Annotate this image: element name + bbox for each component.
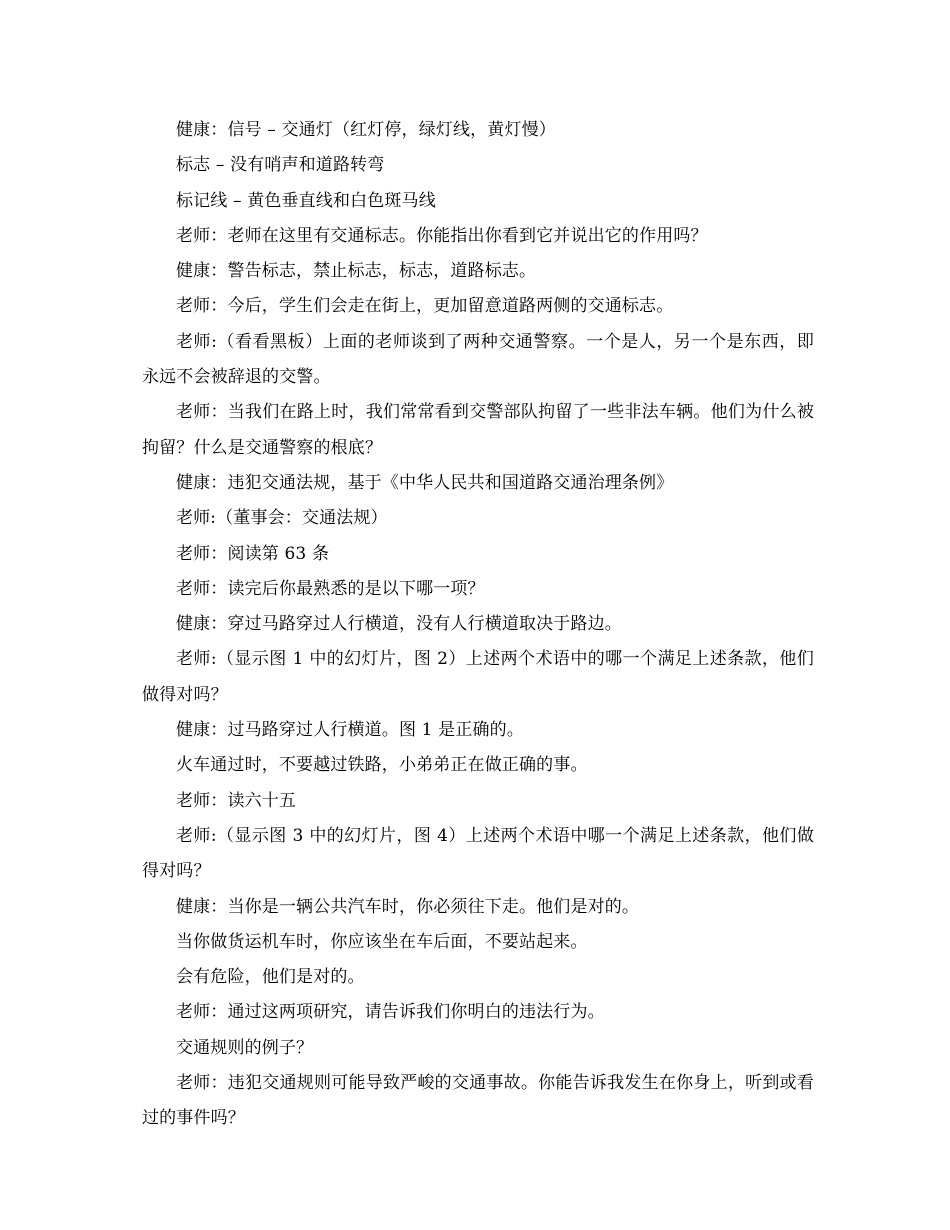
paragraph: 老师:（显示图 1 中的幻灯片，图 2）上述两个术语中的哪一个满足上述条款，他们做得对吗？ (142, 649, 814, 705)
paragraph: 交通规则的例子？ (176, 1037, 314, 1058)
paragraph: 健康：违犯交通法规，基于《中华人民共和国道路交通治理条例》 (176, 472, 674, 493)
paragraph: 会有危险，他们是对的。 (176, 967, 365, 988)
paragraph: 当你做货运机车时，你应该坐在车后面，不要站起来。 (176, 931, 588, 952)
paragraph: 老师：阅读第 63 条 (176, 543, 330, 564)
paragraph: 老师：当我们在路上时，我们常常看到交警部队拘留了一些非法车辆。他们为什么被拘留？什么是交通警察的根底？ (142, 402, 814, 458)
paragraph: 老师：老师在这里有交通标志。你能指出你看到它并说出它的作用吗？ (176, 225, 708, 246)
paragraph: 老师:（看看黑板）上面的老师谈到了两种交通警察。一个是人，另一个是东西，即永远不会被辞退的交警。 (142, 331, 814, 388)
paragraph: 老师：违犯交通规则可能导致严峻的交通事故。你能告诉我发生在你身上，听到或看过的事件吗？ (142, 1073, 814, 1129)
paragraph: 老师:（显示图 3 中的幻灯片，图 4）上述两个术语中哪一个满足上述条款，他们做得对吗？ (142, 825, 814, 882)
paragraph: 健康：当你是一辆公共汽车时，你必须往下走。他们是对的。 (176, 896, 640, 917)
paragraph: 健康：警告标志，禁止标志，标志，道路标志。 (176, 261, 537, 282)
paragraph: 老师:（董事会：交通法规） (176, 508, 388, 529)
paragraph: 火车通过时，不要越过铁路，小弟弟正在做正确的事。 (176, 755, 588, 776)
paragraph: 标记线 – 黄色垂直线和白色斑马线 (176, 190, 436, 211)
paragraph: 健康：过马路穿过人行横道。图 1 是正确的。 (176, 720, 524, 741)
paragraph: 标志 – 没有哨声和道路转弯 (176, 155, 385, 176)
paragraph: 老师：通过这两项研究，请告诉我们你明白的违法行为。 (176, 1002, 605, 1023)
paragraph: 老师：今后，学生们会走在街上，更加留意道路两侧的交通标志。 (176, 296, 674, 317)
document-body (142, 113, 814, 1137)
paragraph: 老师：读六十五 (176, 790, 297, 811)
paragraph: 健康：穿过马路穿过人行横道，没有人行横道取决于路边。 (176, 614, 622, 635)
paragraph: 老师：读完后你最熟悉的是以下哪一项？ (176, 578, 485, 599)
paragraph: 健康：信号 – 交通灯（红灯停，绿灯线，黄灯慢） (176, 120, 556, 140)
